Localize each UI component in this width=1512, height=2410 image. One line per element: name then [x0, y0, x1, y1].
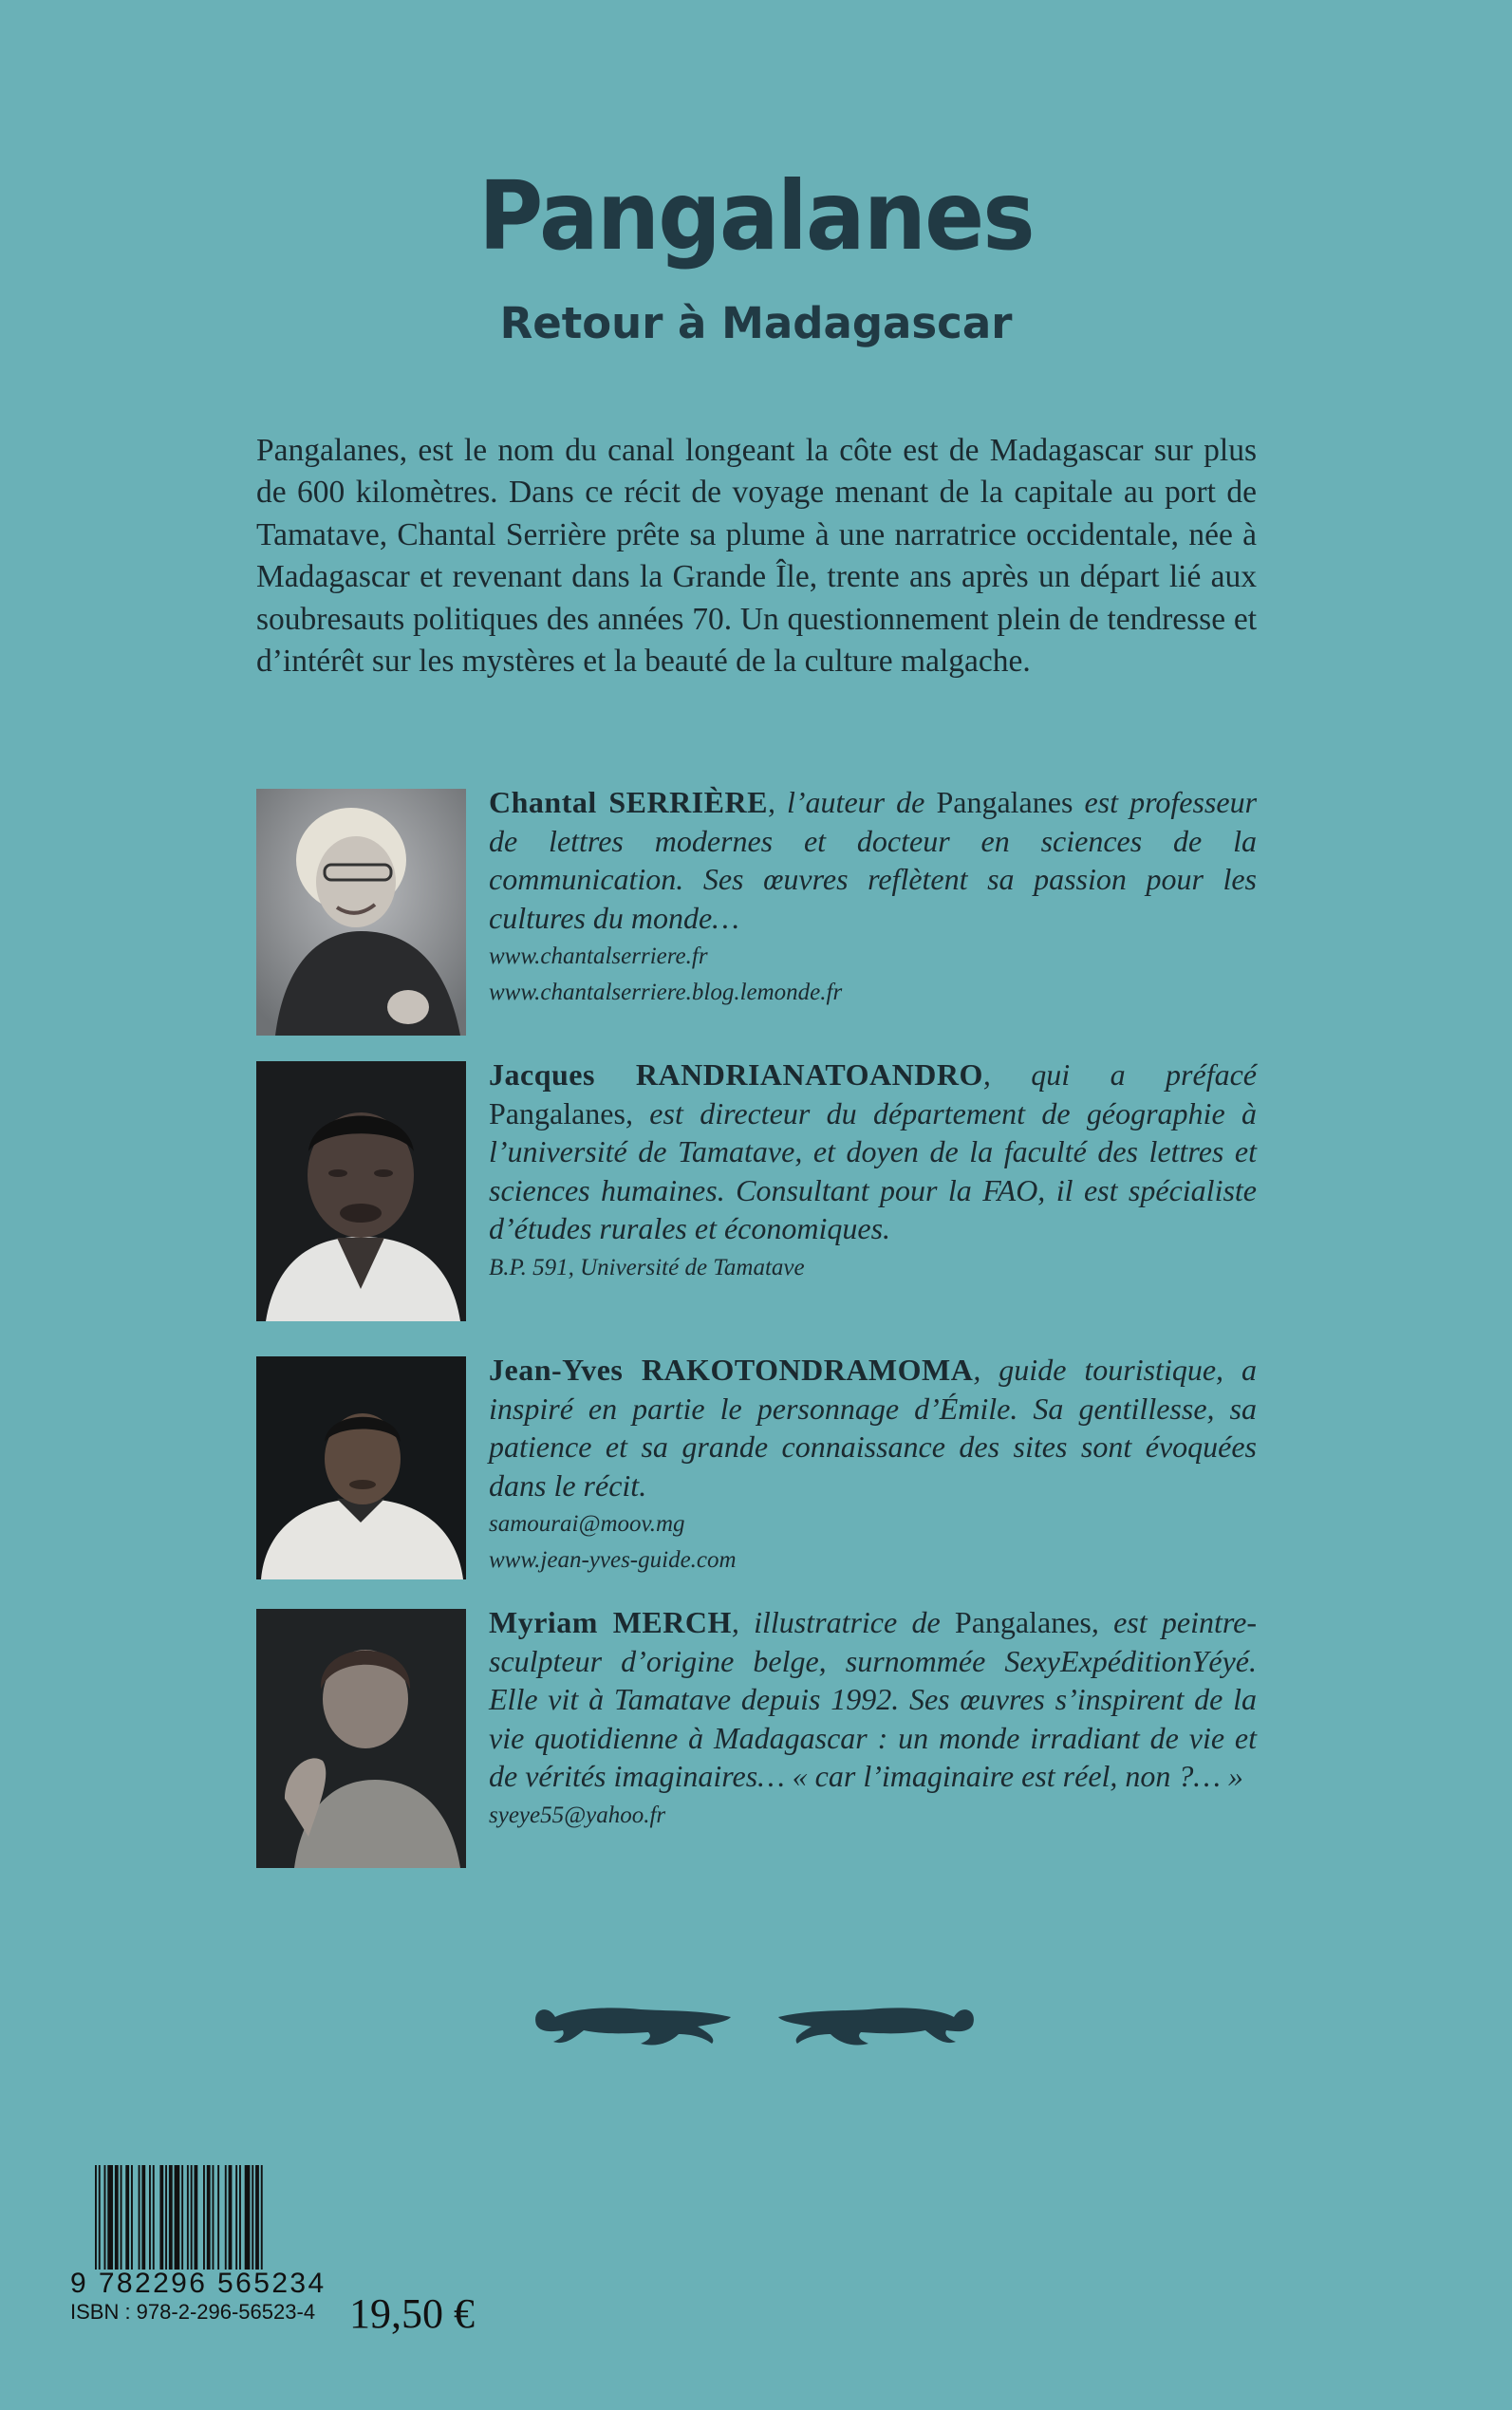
barcode-bar: [131, 2165, 133, 2270]
bio-text: Jean-Yves RAKOTONDRAMOMA, guide touristique, a inspiré en partie le personnage d’Émile. Sa gentillesse, sa patience et sa grande connaissance des sites sont évoquées dans le récit. samourai@moov.mg www.jean-yves-guide.com: [489, 1351, 1257, 1579]
bio-text: Jacques RANDRIANATOANDRO, qui a préfacé Pangalanes, est directeur du département de géographie à l’université de Tamatave, et doyen de la faculté des lettres et sciences humaines. Consultant pour la FAO, il est spécialiste d’études rurales et économiques. B.P. 591, Université de Tamatave: [489, 1056, 1257, 1286]
barcode-bar: [104, 2165, 106, 2270]
crocodile-icon: [535, 2008, 731, 2045]
crocodile-ornament: [527, 1989, 982, 2068]
barcode-bar: [245, 2165, 251, 2270]
address-text: B.P. 591, Université de Tamatave: [489, 1254, 805, 1280]
barcode-bar: [175, 2165, 180, 2270]
photo-jacques: [256, 1061, 466, 1321]
barcode-bar: [107, 2165, 113, 2270]
barcode-bar: [99, 2165, 101, 2270]
barcode-digits: 9 782296 565234: [70, 2268, 327, 2299]
isbn: ISBN : 978-2-296-56523-4: [70, 2300, 316, 2324]
barcode-bar: [255, 2165, 259, 2270]
website-link[interactable]: www.chantalserriere.fr: [489, 943, 708, 969]
bio-name: Jacques RANDRIANATOANDRO: [489, 1057, 983, 1092]
barcode-bar: [153, 2165, 155, 2270]
bio-name: Chantal SERRIÈRE: [489, 785, 768, 819]
bio-text: Myriam MERCH, illustratrice de Pangalanes, est peintre-sculpteur d’origine belge, surnommée SexyExpéditionYéyé. Elle vit à Tamatave depuis 1992. Ses œuvres s’inspirent de la vie quotidienne à Madagascar : un monde irradiant de vie et de vérités imaginaires… « car l’imaginaire est réel, non ?… » syeye55@yahoo.fr: [489, 1603, 1257, 1834]
bio-name: Jean-Yves RAKOTONDRAMOMA: [489, 1353, 974, 1387]
barcode-bar: [217, 2165, 219, 2270]
barcode-bar: [225, 2165, 227, 2270]
barcode-bar: [252, 2165, 253, 2270]
photo-chantal: [256, 789, 466, 1036]
book-subtitle: Retour à Madagascar: [499, 298, 1013, 348]
photo-myriam: [256, 1609, 466, 1868]
barcode-bar: [125, 2165, 129, 2270]
website-link[interactable]: www.jean-yves-guide.com: [489, 1547, 737, 1573]
email-link[interactable]: samourai@moov.mg: [489, 1511, 685, 1537]
barcode-bar: [95, 2165, 97, 2270]
book-title: Pangalanes: [478, 160, 1034, 271]
bio-name: Myriam MERCH: [489, 1605, 732, 1639]
bio-text: Chantal SERRIÈRE, l’auteur de Pangalanes est professeur de lettres modernes et docteur en sciences de la communication. Ses œuvres reflètent sa passion pour les cultures du monde… www.chantalserriere.fr www.chantalserriere.blog.lemonde.fr: [489, 783, 1257, 1011]
barcode-bar: [191, 2165, 193, 2270]
barcode-bar: [169, 2165, 173, 2270]
blog-link[interactable]: www.chantalserriere.blog.lemonde.fr: [489, 980, 843, 1005]
barcode-bar: [235, 2165, 237, 2270]
barcode-bar: [121, 2165, 122, 2270]
email-link[interactable]: syeye55@yahoo.fr: [489, 1802, 666, 1828]
barcode-bar: [229, 2165, 233, 2270]
barcode-bar: [239, 2165, 241, 2270]
barcode-bar: [203, 2165, 205, 2270]
synopsis: Pangalanes, est le nom du canal longeant la côte est de Madagascar sur plus de 600 kilomètres. Dans ce récit de voyage menant de la capitale au port de Tamatave, Chantal Serrière prête sa plume à une narratrice occidentale, née à Madagascar et revenant dans la Grande Île, trente ans après un départ lié aux soubresauts politiques des années 70. Un questionnement plein de tendresse et d’intérêt sur les mystères et la beauté de la culture malgache.: [256, 433, 1257, 680]
crocodile-icon: [778, 2008, 974, 2045]
barcode-bar: [165, 2165, 167, 2270]
barcode-bar: [141, 2165, 145, 2270]
barcode-bar: [213, 2165, 215, 2270]
barcode-bar: [187, 2165, 189, 2270]
barcode-bar: [159, 2165, 163, 2270]
price: 19,50 €: [349, 2290, 475, 2337]
barcode-bar: [181, 2165, 183, 2270]
barcode-bar: [115, 2165, 119, 2270]
barcode-bar: [149, 2165, 151, 2270]
barcode-bar: [207, 2165, 211, 2270]
barcode: [91, 2165, 334, 2273]
photo-jean-yves: [256, 1356, 466, 1579]
barcode-bar: [261, 2165, 263, 2270]
barcode-bar: [195, 2165, 198, 2270]
barcode-bar: [139, 2165, 140, 2270]
